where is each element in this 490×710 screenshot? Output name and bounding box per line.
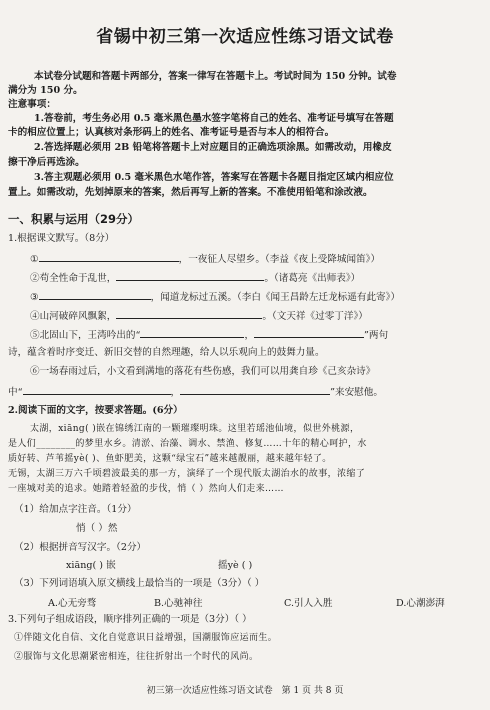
answer-blank-7[interactable] <box>23 384 171 395</box>
answer-blank-1[interactable] <box>39 251 179 262</box>
notice-item-3-cont: 置上。如需改动，先划掉原来的答案，然后再写上新的答案。不准使用铅笔和涂改液。 <box>8 187 373 198</box>
answer-blank-8[interactable] <box>180 384 330 395</box>
q1-line-5-end: ”两句 <box>364 330 389 341</box>
q1-line-4 <box>30 308 484 323</box>
q1-line-1 <box>30 251 484 266</box>
q2-stem: 2.阅读下面的文字，按要求答题。(6分） <box>8 405 183 416</box>
option-a[interactable]: A.心无旁骛 <box>48 598 97 609</box>
q2-sub-2: （2）根据拼音写汉字。（2分） <box>14 542 147 553</box>
notice-intro-cont: 满分为 150 分。 <box>8 85 83 96</box>
q3-stem: 3.下列句子组成语段，顺序排列正确的一项是（3分）（ ） <box>8 614 252 625</box>
q1-line-5-cont: 诗，蕴含着时序变迁、新旧交替的自然理趣，给人以乐观向上的鼓舞力量。 <box>8 347 325 358</box>
option-b[interactable]: B.心驰神往 <box>154 598 203 609</box>
notice-item-3: 3.答主观题必须用 0.5 毫米黑色水笔作答，答案写在答题卡各题目指定区域内相应位 <box>34 172 394 183</box>
q1-line-6: ⑥一场春雨过后，小文看到满地的落花有些伤感，我们可以用龚自珍《己亥杂诗》 <box>30 366 376 377</box>
q1-line-4-end: 。（文天祥《过零丁洋》） <box>262 311 368 322</box>
q2-passage-line-3: 质好转、芦苇摇yè( )、鱼虾肥美，这颗“绿宝石”越来越靓丽，越来越年轻了。 <box>8 454 332 464</box>
q3-sentence-2: ②服饰与文化思潮紧密相连，往往折射出一个时代的风尚。 <box>14 652 259 662</box>
q1-line-5-text: ⑤北固山下，王湾吟出的“ <box>30 330 141 341</box>
exam-title: 省锡中初三第一次适应性练习语文试卷 <box>96 27 394 47</box>
q1-line-6-comma: ， <box>170 387 181 398</box>
q1-stem: 1.根据课文默写。（8分） <box>8 233 115 244</box>
q1-line-3 <box>30 289 484 304</box>
q1-line-5: ⑤北固山下，王湾吟出的“ ， ”两句 <box>30 327 484 342</box>
q2-passage-line-1: 太湖，xiāng( )嵌在锦绣江南的一颗璀璨明珠。这里若瑶池仙境，似世外桃源， <box>30 424 360 434</box>
notice-heading: 注意事项： <box>8 99 56 110</box>
q2-passage-line-4: 无锡，太湖三万六千顷碧波最美的那一方，演绎了一个现代版太湖治水的故事，浓缩了 <box>8 469 366 479</box>
q2-passage-line-5: 一座城对美的追求。她踏着轻盈的步伐，悄（ ）然向人们走来…… <box>8 484 284 494</box>
answer-blank-2[interactable] <box>116 270 264 281</box>
q1-line-1-number: ① <box>30 254 39 265</box>
option-d[interactable]: D.心潮澎湃 <box>396 598 445 609</box>
answer-blank-3[interactable] <box>39 289 151 300</box>
q1-line-2 <box>30 270 484 285</box>
q2-sub-1-word: 悄（ ）然 <box>76 523 118 534</box>
q1-line-2-text: ②苟全性命于乱世， <box>30 273 117 284</box>
q1-line-1-text: ，一夜征人尽望乡。（李益《夜上受降城闻笛》） <box>178 254 381 265</box>
page-footer: 初三第一次适应性练习语文试卷 第 1 页 共 8 页 <box>146 686 344 696</box>
q1-line-2-end: 。（诸葛亮《出师表》） <box>264 273 361 284</box>
notice-item-2: 2.答选择题必须用 2B 铅笔将答题卡上对应题目的正确选项涂黑。如需改动，用橡皮 <box>34 142 392 153</box>
answer-blank-4[interactable] <box>116 308 262 319</box>
notice-item-2-cont: 擦干净后再选涂。 <box>8 157 85 168</box>
answer-blank-5[interactable] <box>140 327 244 338</box>
q2-passage-line-2: 是人们________的梦里水乡。清淤、治藻、调水、禁渔、修复……十年的精心呵护，水 <box>8 439 367 449</box>
q1-line-6-close: ”来安慰他。 <box>330 387 383 398</box>
notice-intro: 本试卷分试题和答题卡两部分，答案一律写在答题卡上。考试时间为 150 分钟。试卷 <box>34 71 397 82</box>
q1-line-3-number: ③ <box>30 292 39 303</box>
q1-line-4-text: ④山河破碎风飘絮， <box>30 311 117 322</box>
q1-line-3-text: ，闻道龙标过五溪。（李白《闻王昌龄左迁龙标遥有此寄》） <box>150 292 401 303</box>
q2-sub-3: （3）下列词语填入原文横线上最恰当的一项是（3分）（ ） <box>14 578 265 589</box>
q3-sentence-1: ①伴随文化自信、文化自觉意识日益增强，国潮服饰应运而生。 <box>14 633 278 643</box>
q2-sub-2-item-b: 摇yè ( ) <box>218 560 253 571</box>
q2-sub-2-item-a: xiāng( ) 嵌 <box>66 560 116 571</box>
q1-line-6-open: 中“ <box>8 387 23 398</box>
section-heading: 一、积累与运用（29分） <box>8 212 140 226</box>
notice-item-1: 1.答卷前，考生务必用 0.5 毫米黑色墨水签字笔将自己的姓名、准考证号填写在答题 <box>34 113 394 124</box>
q2-sub-1: （1）给加点字注音。（1分） <box>14 504 137 515</box>
q1-line-6-cont <box>8 384 484 399</box>
notice-item-1-cont: 卡的相应位置上；认真核对条形码上的姓名、准考证号是否与本人的相符合。 <box>8 127 335 138</box>
option-c[interactable]: C.引人入胜 <box>284 598 333 609</box>
answer-blank-6[interactable] <box>254 327 364 338</box>
